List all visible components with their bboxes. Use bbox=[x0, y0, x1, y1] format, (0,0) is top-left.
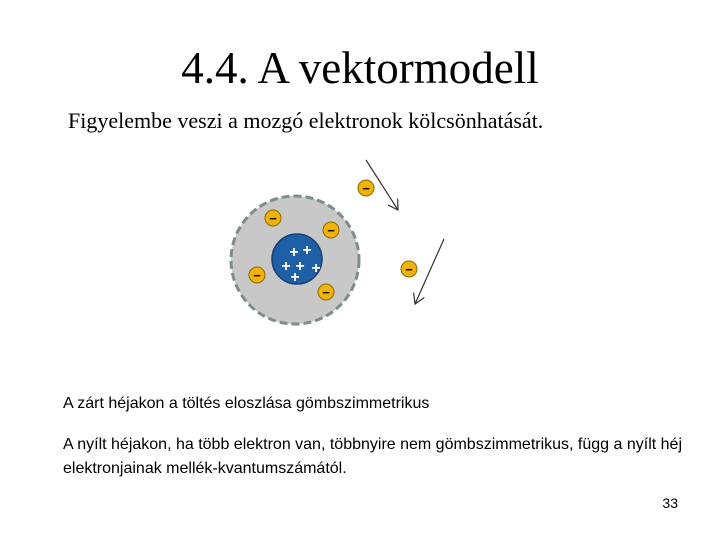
electron-symbol: − bbox=[405, 262, 413, 277]
shell-electron bbox=[249, 267, 265, 283]
shell-electron bbox=[265, 210, 281, 226]
electron-symbol: − bbox=[322, 285, 330, 300]
proton-symbol: + bbox=[295, 258, 305, 275]
proton-symbol: + bbox=[302, 242, 312, 259]
proton-symbol: + bbox=[289, 244, 299, 261]
electron-symbol: − bbox=[269, 211, 277, 226]
proton-symbol: + bbox=[281, 258, 291, 275]
electron-symbol: − bbox=[362, 181, 370, 196]
shell-electron bbox=[323, 222, 339, 238]
proton-symbol: + bbox=[311, 260, 321, 277]
moving-electron bbox=[401, 261, 417, 277]
slide-title: 4.4. A vektormodell bbox=[181, 43, 539, 93]
page-number: 33 bbox=[662, 495, 678, 511]
slide-subtitle: Figyelembe veszi a mozgó elektronok kölcsönhatását. bbox=[68, 108, 544, 133]
motion-arrow bbox=[415, 239, 444, 304]
shell-electron bbox=[318, 284, 334, 300]
proton-symbol: + bbox=[290, 269, 300, 286]
paragraph-open-shells: A nyílt héjakon, ha több elektron van, többnyire nem gömbszimmetrikus, függ a nyílt héj elektronjainak mellék-kvantumszámától. bbox=[63, 436, 682, 477]
moving-electron bbox=[358, 180, 374, 196]
paragraph-closed-shells: A zárt héjakon a töltés eloszlása gömbszimmetrikus bbox=[63, 395, 430, 412]
electron-symbol: − bbox=[253, 268, 261, 283]
electron-symbol: − bbox=[327, 223, 335, 238]
